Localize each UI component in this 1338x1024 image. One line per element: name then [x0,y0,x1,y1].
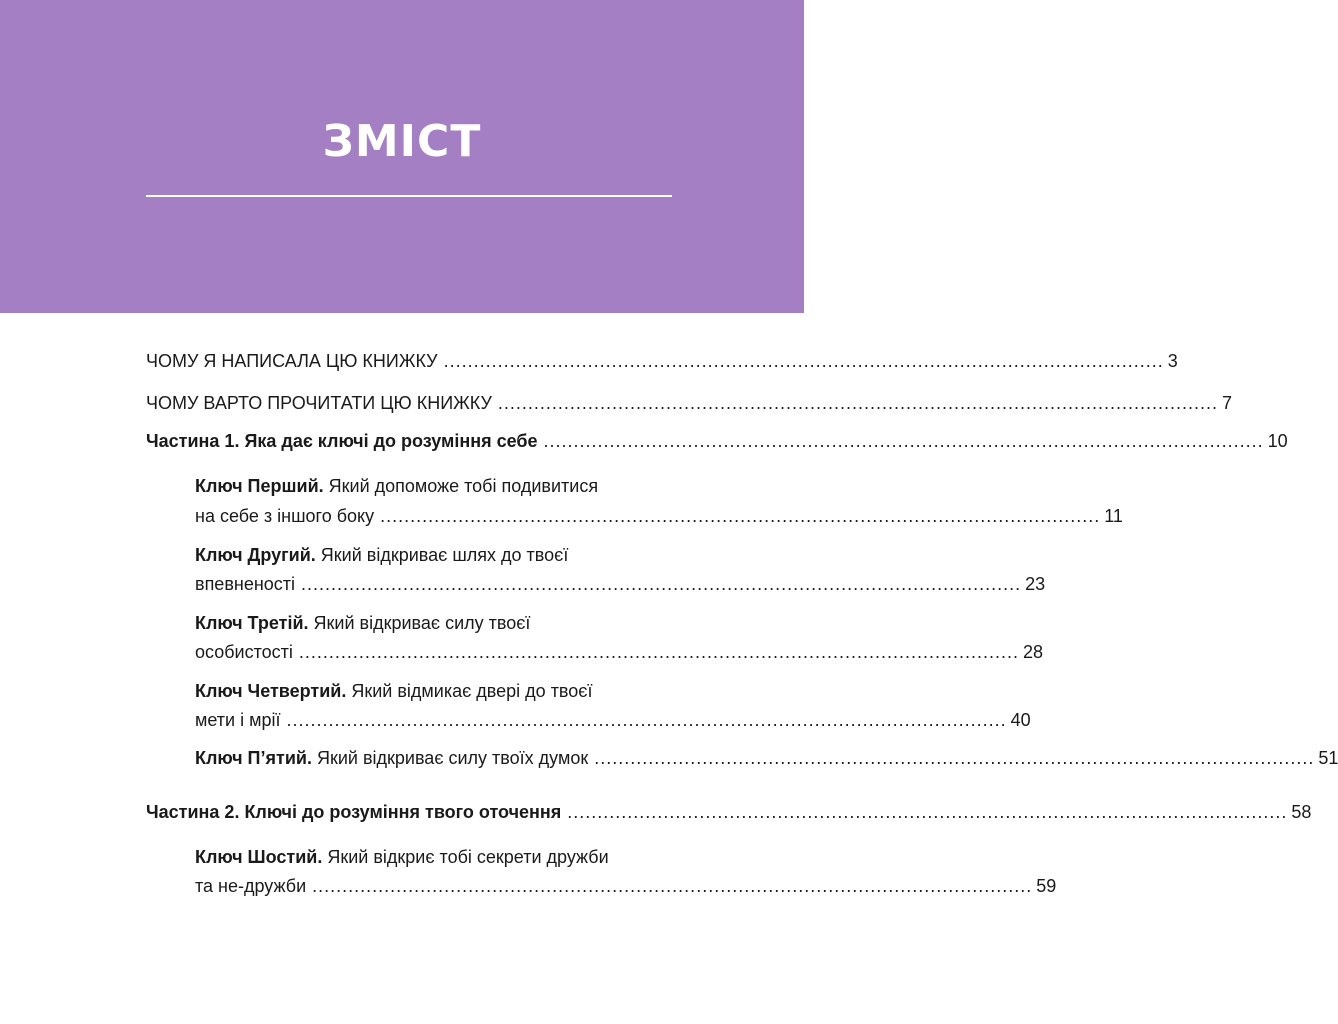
toc-entry-part-1[interactable] [146,429,1288,453]
page-title: ЗМІСТ [322,116,482,167]
toc-entry-key-1-line-1[interactable] [195,474,598,498]
toc-entry-title: Частина 1. Яка дає ключі до розуміння себе [146,431,538,451]
toc-entry-key-5[interactable] [195,746,1338,770]
toc-key-description-cont: особистості [195,642,293,662]
toc-page-number: 59 [1036,876,1057,896]
toc-page-number: 51 [1318,748,1338,768]
toc-key-description-cont: впевненості [195,574,296,594]
toc-leader-dots: ........................................................................................................................ [567,802,1288,822]
toc-entry-intro-why-read[interactable] [146,391,1233,415]
toc-page-number: 10 [1267,431,1288,451]
toc-key-description: Який допоможе тобі подивитися [323,476,599,496]
toc-entry-key-3-line-2[interactable] [195,640,1044,664]
toc-key-description: Який відмикає двері до твоєї [346,681,593,701]
toc-entry-key-3-line-1[interactable] [195,611,530,635]
toc-page-number: 40 [1010,710,1031,730]
toc-key-description-cont: мети і мрії [195,710,281,730]
toc-entry-key-6-line-1[interactable] [195,845,609,869]
toc-key-description: Який відкриває силу твоєї [308,613,531,633]
toc-key-description-cont: на себе з іншого боку [195,506,375,526]
toc-entry-title: ЧОМУ ВАРТО ПРОЧИТАТИ ЦЮ КНИЖКУ [146,393,492,413]
toc-key-label: Ключ Третій. [195,613,309,633]
toc-entry-key-6-line-2[interactable] [195,874,1057,898]
toc-entry-key-4-line-2[interactable] [195,708,1031,732]
toc-entry-key-2-line-2[interactable] [195,572,1046,596]
toc-leader-dots: ........................................................................................................................ [298,642,1020,662]
header-divider [146,195,672,197]
toc-entry-part-2[interactable] [146,800,1312,824]
header-banner [0,0,804,313]
toc-leader-dots: ........................................................................................................................ [286,710,1007,730]
toc-leader-dots: ........................................................................................................................ [594,748,1315,768]
toc-leader-dots: ........................................................................................................................ [443,351,1164,371]
toc-key-label: Ключ Шостий. [195,847,323,867]
toc-entry-key-2-line-1[interactable] [195,543,568,567]
toc-entry-title: Частина 2. Ключі до розуміння твого оточення [146,802,562,822]
toc-key-label: Ключ Перший. [195,476,324,496]
toc-entry-intro-why-wrote[interactable] [146,349,1178,373]
toc-key-description-cont: та не-дружби [195,876,307,896]
toc-leader-dots: ........................................................................................................................ [312,876,1033,896]
toc-page-number: 28 [1023,642,1044,662]
toc-key-description: Який відкриє тобі секрети дружби [322,847,609,867]
toc-leader-dots: ........................................................................................................................ [380,506,1101,526]
toc-leader-dots: ........................................................................................................................ [301,574,1022,594]
toc-key-label: Ключ Четвертий. [195,681,347,701]
toc-entry-title: ЧОМУ Я НАПИСАЛА ЦЮ КНИЖКУ [146,351,438,371]
toc-key-label: Ключ П’ятий. [195,748,312,768]
toc-page-number: 11 [1104,506,1123,526]
toc-key-description: Який відкриває шлях до твоєї [315,545,569,565]
toc-key-label: Ключ Другий. [195,545,316,565]
toc-leader-dots: ........................................................................................................................ [543,431,1264,451]
toc-page-number: 58 [1291,802,1312,822]
toc-key-description: Який відкриває силу твоїх думок [311,748,589,768]
toc-entry-key-1-line-2[interactable] [195,504,1123,528]
toc-page-number: 23 [1025,574,1046,594]
toc-leader-dots: ........................................................................................................................ [497,393,1219,413]
toc-entry-key-4-line-1[interactable] [195,679,593,703]
toc-page-number: 7 [1222,393,1233,413]
toc-page-number: 3 [1167,351,1178,371]
